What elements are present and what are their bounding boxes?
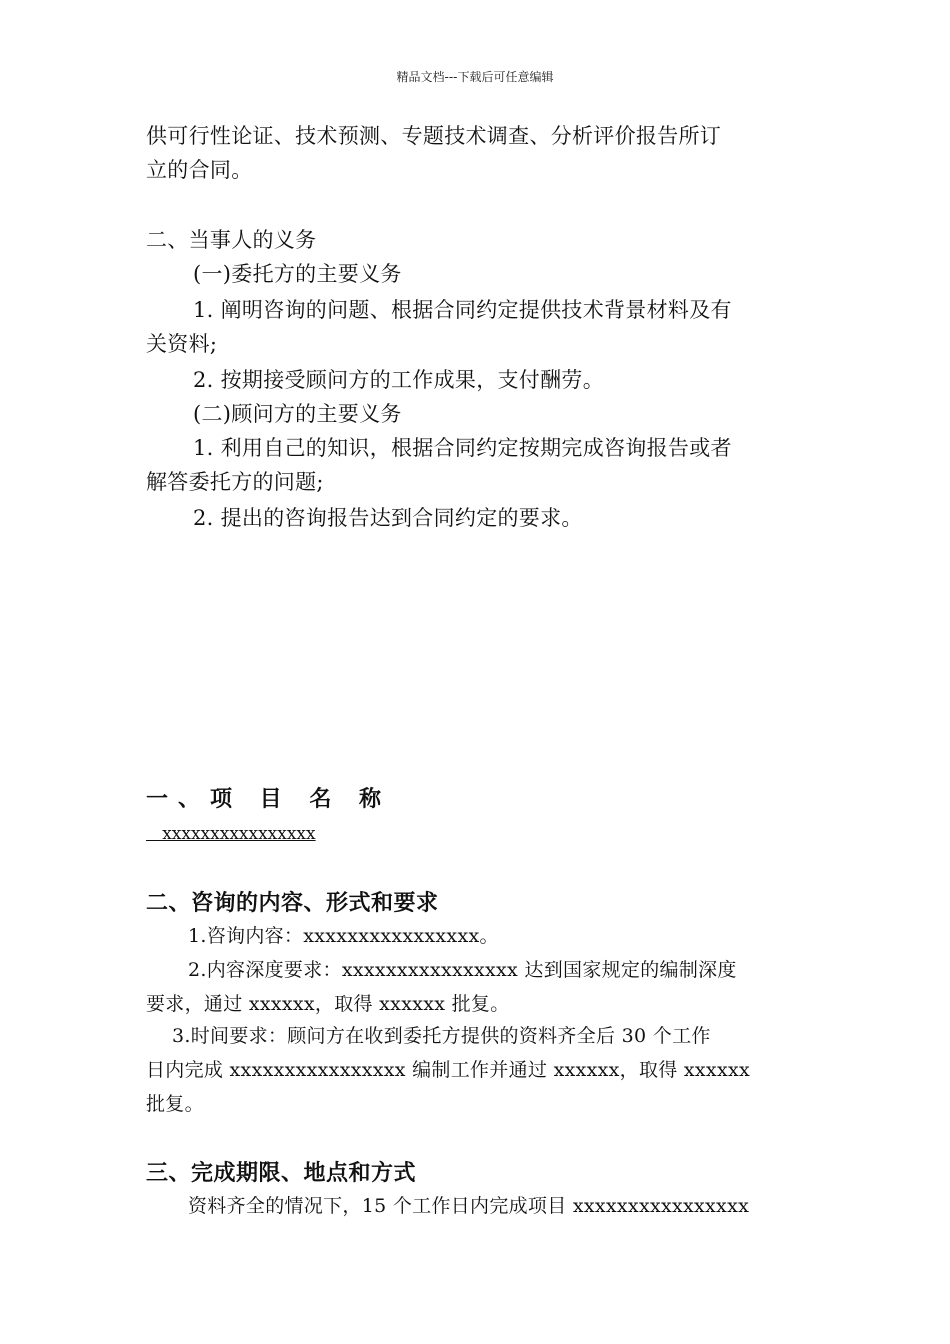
- requirement-line: 批复。: [146, 1093, 204, 1115]
- requirement-line: 3.时间要求：顾问方在收到委托方提供的资料齐全后 30 个工作: [172, 1025, 711, 1047]
- deadline-line: 资料齐全的情况下，15 个工作日内完成项目 xxxxxxxxxxxxxxxx: [188, 1195, 750, 1217]
- section-heading: 二、当事人的义务: [146, 228, 317, 252]
- list-item-continuation: 关资料;: [146, 332, 218, 356]
- subsection-heading: (一)委托方的主要义务: [193, 262, 402, 286]
- project-name-value: xxxxxxxxxxxxxxxx: [146, 824, 316, 844]
- section-title-consulting-content: 二、咨询的内容、形式和要求: [146, 891, 439, 916]
- list-item-continuation: 解答委托方的问题;: [146, 470, 324, 494]
- requirement-line: 1.咨询内容：xxxxxxxxxxxxxxxx。: [188, 925, 499, 947]
- section-title-project-name: 一、项 目 名 称: [146, 787, 391, 812]
- list-item: 1. 利用自己的知识，根据合同约定按期完成咨询报告或者: [193, 436, 732, 460]
- list-item: 2. 提出的咨询报告达到合同约定的要求。: [193, 506, 583, 530]
- requirement-line: 日内完成 xxxxxxxxxxxxxxxx 编制工作并通过 xxxxxx，取得 xxxxxx: [146, 1059, 750, 1081]
- body-line: 立的合同。: [146, 158, 253, 182]
- list-item: 2. 按期接受顾问方的工作成果，支付酬劳。: [193, 368, 605, 392]
- subsection-heading: (二)顾问方的主要义务: [193, 402, 402, 426]
- section-title-deadline: 三、完成期限、地点和方式: [146, 1161, 417, 1186]
- body-line: 供可行性论证、技术预测、专题技术调查、分析评价报告所订: [146, 124, 722, 148]
- page-header: 精品文档---下载后可任意编辑: [396, 70, 554, 84]
- requirement-line: 要求，通过 xxxxxx，取得 xxxxxx 批复。: [146, 993, 510, 1015]
- list-item: 1. 阐明咨询的问题、根据合同约定提供技术背景材料及有: [193, 298, 732, 322]
- requirement-line: 2.内容深度要求：xxxxxxxxxxxxxxxx 达到国家规定的编制深度: [188, 959, 737, 981]
